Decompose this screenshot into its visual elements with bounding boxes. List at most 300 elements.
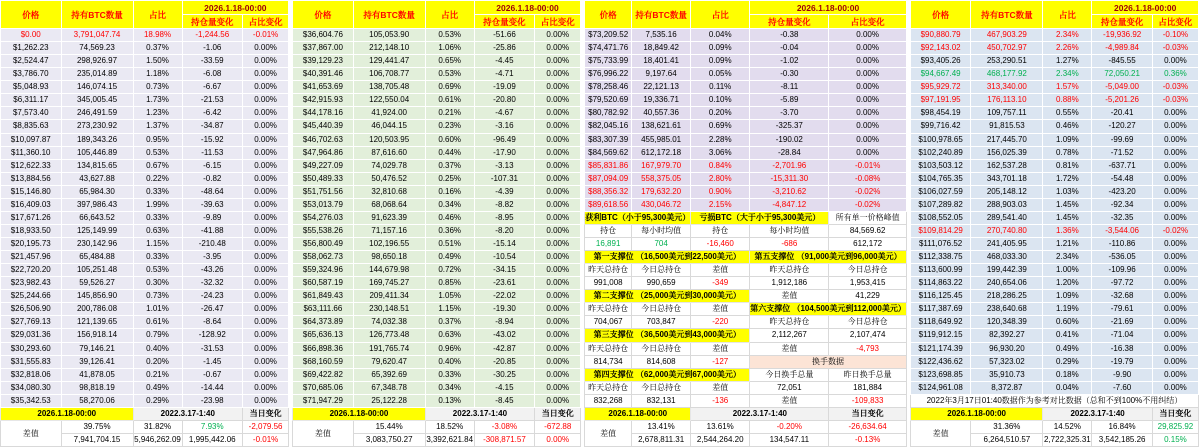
cell[interactable]: -4,989.84 — [1092, 42, 1153, 55]
footer-cell[interactable]: 29,825.92 — [1152, 421, 1198, 434]
cell[interactable]: 1.57% — [1043, 81, 1092, 94]
cell[interactable]: -96.49 — [474, 133, 535, 146]
cell[interactable]: -127 — [691, 355, 750, 368]
cell[interactable]: 0.49% — [1043, 342, 1092, 355]
cell[interactable]: $35,342.53 — [1, 394, 62, 407]
cell[interactable]: 35,910.73 — [971, 368, 1043, 381]
footer-cell[interactable]: 2,678,811.31 — [632, 434, 691, 447]
column-header[interactable]: 占比变化 — [535, 15, 581, 29]
cell[interactable]: -1.02 — [750, 55, 829, 68]
cell[interactable]: 430,046.72 — [632, 198, 691, 211]
cell[interactable]: 0.00% — [535, 146, 581, 159]
footer-cell[interactable]: 13.41% — [632, 421, 691, 434]
cell[interactable]: 0.00% — [243, 211, 289, 224]
cell[interactable]: 0.00% — [1152, 172, 1198, 185]
cell[interactable]: 189,343.26 — [61, 133, 133, 146]
cell[interactable]: $88,356.32 — [585, 185, 632, 198]
column-header[interactable]: 占比 — [425, 1, 474, 29]
cell[interactable]: -21.53 — [182, 94, 243, 107]
cell[interactable]: $26,506.90 — [1, 303, 62, 316]
cell[interactable]: 1.27% — [1043, 55, 1092, 68]
cell[interactable]: $121,174.39 — [910, 342, 971, 355]
cell[interactable]: 704 — [632, 238, 691, 251]
cell[interactable]: -22.02 — [474, 290, 535, 303]
cell[interactable]: 57,323.02 — [971, 355, 1043, 368]
cell[interactable]: -8.20 — [474, 224, 535, 237]
cell[interactable]: 79,620.47 — [353, 355, 425, 368]
cell[interactable]: 2022年3月17日01:40数据作为参考对比数据（总和不到100%不用纠结） — [910, 394, 1198, 407]
cell[interactable]: 1.37% — [133, 120, 182, 133]
cell[interactable]: -1.45 — [182, 355, 243, 368]
cell[interactable]: $90,880.79 — [910, 29, 971, 42]
cell[interactable]: $92,143.02 — [910, 42, 971, 55]
cell[interactable]: 0.00% — [829, 133, 906, 146]
cell[interactable]: -6.15 — [182, 159, 243, 172]
cell[interactable]: 218,286.25 — [971, 290, 1043, 303]
cell[interactable]: 0.00% — [829, 81, 906, 94]
cell[interactable]: $109,814.29 — [910, 224, 971, 237]
cell[interactable]: -8.11 — [750, 81, 829, 94]
cell[interactable]: 第五支撑位 （91,000美元到96,000美元） — [750, 251, 907, 264]
cell[interactable]: 0.85% — [425, 277, 474, 290]
column-header[interactable]: 占比 — [1043, 1, 1092, 29]
cell[interactable]: 0.00% — [829, 146, 906, 159]
cell[interactable]: 今日总持仓 — [632, 264, 691, 277]
footer-cell[interactable]: 31.36% — [971, 421, 1043, 434]
cell[interactable]: 0.79% — [133, 329, 182, 342]
cell[interactable]: -136 — [691, 394, 750, 407]
cell[interactable]: 持仓 — [585, 224, 632, 237]
cell[interactable]: 0.00% — [535, 81, 581, 94]
cell[interactable]: -0.02% — [829, 185, 906, 198]
cell[interactable]: 16,891 — [585, 238, 632, 251]
column-header[interactable]: 价格 — [293, 1, 354, 29]
cell[interactable]: 832,131 — [632, 394, 691, 407]
cell[interactable]: -5,049.00 — [1092, 81, 1153, 94]
cell[interactable]: 134,815.65 — [61, 159, 133, 172]
column-header[interactable]: 价格 — [1, 1, 62, 29]
cell[interactable]: 74,029.78 — [353, 159, 425, 172]
cell[interactable]: $106,027.59 — [910, 185, 971, 198]
column-header[interactable]: 持仓量变化 — [1092, 15, 1153, 29]
cell[interactable]: 差值 — [750, 342, 829, 355]
cell[interactable]: -19.09 — [474, 81, 535, 94]
cell[interactable]: 0.29% — [1043, 355, 1092, 368]
cell[interactable]: 66,643.52 — [61, 211, 133, 224]
cell[interactable]: 1.05% — [425, 290, 474, 303]
cell[interactable]: $60,587.19 — [293, 277, 354, 290]
cell[interactable]: $87,094.09 — [585, 172, 632, 185]
cell[interactable]: 0.00% — [535, 55, 581, 68]
cell[interactable]: $64,373.89 — [293, 316, 354, 329]
footer-date-reference[interactable]: 2022.3.17-1:40 — [133, 408, 242, 421]
cell[interactable]: 0.00% — [829, 107, 906, 120]
cell[interactable]: 704,067 — [585, 316, 632, 329]
cell[interactable]: 814,734 — [585, 355, 632, 368]
footer-cell[interactable]: -0.13% — [829, 434, 906, 447]
cell[interactable]: 0.00% — [1152, 342, 1198, 355]
cell[interactable]: -423.20 — [1092, 185, 1153, 198]
footer-date-reference[interactable]: 2022.3.17-1:40 — [1043, 408, 1152, 421]
footer-cell[interactable]: -0.20% — [750, 421, 829, 434]
cell[interactable]: 0.00% — [243, 264, 289, 277]
cell[interactable]: -19,936.92 — [1092, 29, 1153, 42]
footer-cell[interactable]: 1,995,442.06 — [182, 434, 243, 447]
cell[interactable]: $51,751.56 — [293, 185, 354, 198]
cell[interactable]: $61,849.43 — [293, 290, 354, 303]
footer-date-current[interactable]: 2026.1.18-00:00 — [910, 408, 1043, 421]
cell[interactable]: $103,503.12 — [910, 159, 971, 172]
cell[interactable]: 0.36% — [1152, 68, 1198, 81]
cell[interactable]: 今日总持仓 — [829, 316, 906, 329]
footer-cell[interactable]: 7.93% — [182, 421, 243, 434]
cell[interactable]: 0.00% — [243, 81, 289, 94]
cell[interactable]: $119,912.15 — [910, 329, 971, 342]
footer-cell[interactable]: -0.01% — [243, 434, 289, 447]
footer-cell[interactable]: 2,722,325.31 — [1043, 434, 1092, 447]
cell[interactable]: $16,409.03 — [1, 198, 62, 211]
cell[interactable]: 40,557.36 — [632, 107, 691, 120]
cell[interactable]: 468,177.92 — [971, 68, 1043, 81]
cell[interactable]: 昨天总持仓 — [750, 316, 829, 329]
cell[interactable]: 0.00% — [243, 224, 289, 237]
cell[interactable]: -4.39 — [474, 185, 535, 198]
cell[interactable]: 1.18% — [133, 68, 182, 81]
cell[interactable]: 703,847 — [632, 316, 691, 329]
cell[interactable]: $104,765.35 — [910, 172, 971, 185]
cell[interactable]: -3.16 — [474, 120, 535, 133]
cell[interactable]: $6,311.17 — [1, 94, 62, 107]
cell[interactable]: 0.72% — [425, 264, 474, 277]
cell[interactable]: -109,833 — [829, 394, 906, 407]
cell[interactable]: 612,172.18 — [632, 146, 691, 159]
cell[interactable]: -20.41 — [1092, 107, 1153, 120]
cell[interactable]: 昨天总持仓 — [750, 264, 829, 277]
cell[interactable]: $41,653.69 — [293, 81, 354, 94]
cell[interactable]: 2.15% — [691, 198, 750, 211]
cell[interactable]: $49,227.09 — [293, 159, 354, 172]
footer-cell[interactable]: 7,941,704.15 — [61, 434, 133, 447]
cell[interactable]: 0.63% — [425, 329, 474, 342]
cell[interactable]: -9.90 — [1092, 368, 1153, 381]
cell[interactable]: -7.60 — [1092, 381, 1153, 394]
cell[interactable]: -8.95 — [474, 211, 535, 224]
cell[interactable]: 109,757.11 — [971, 107, 1043, 120]
cell[interactable]: $31,555.83 — [1, 355, 62, 368]
cell[interactable]: 144,679.98 — [353, 264, 425, 277]
cell[interactable]: 230,148.51 — [353, 303, 425, 316]
cell[interactable]: -3,210.62 — [750, 185, 829, 198]
cell[interactable]: $45,440.39 — [293, 120, 354, 133]
diff-label[interactable]: 差值 — [910, 421, 971, 447]
cell[interactable]: 2.28% — [691, 133, 750, 146]
cell[interactable]: -34.87 — [182, 120, 243, 133]
cell[interactable]: 1.01% — [133, 303, 182, 316]
cell[interactable]: 今日换手总量 — [750, 368, 829, 381]
cell[interactable]: 0.41% — [1043, 329, 1092, 342]
cell[interactable]: 0.00% — [243, 368, 289, 381]
cell[interactable]: -9.89 — [182, 211, 243, 224]
footer-cell[interactable]: -308,871.57 — [474, 434, 535, 447]
cell[interactable]: 1.45% — [1043, 198, 1092, 211]
cell[interactable]: -26.47 — [182, 303, 243, 316]
cell[interactable]: 18.98% — [133, 29, 182, 42]
cell[interactable]: -0.04 — [750, 42, 829, 55]
cell[interactable]: -686 — [750, 238, 829, 251]
cell[interactable]: 19,336.71 — [632, 94, 691, 107]
footer-cell[interactable]: 3,392,621.84 — [425, 434, 474, 447]
cell[interactable]: 0.23% — [425, 120, 474, 133]
cell[interactable]: 1,953,415 — [829, 277, 906, 290]
cell[interactable]: 0.55% — [1043, 107, 1092, 120]
cell[interactable]: 获利BTC（小于95,300美元） — [585, 211, 691, 224]
cell[interactable]: 1,912,186 — [750, 277, 829, 290]
cell[interactable]: 832,268 — [585, 394, 632, 407]
cell[interactable]: $82,045.16 — [585, 120, 632, 133]
cell[interactable]: 0.00% — [1152, 55, 1198, 68]
cell[interactable]: -8.94 — [474, 316, 535, 329]
cell[interactable]: 176,113.10 — [971, 94, 1043, 107]
cell[interactable]: -637.71 — [1092, 159, 1153, 172]
cell[interactable]: -15.14 — [474, 238, 535, 251]
cell[interactable]: 82,392.27 — [971, 329, 1043, 342]
cell[interactable]: 0.73% — [133, 81, 182, 94]
cell[interactable]: 74,032.38 — [353, 316, 425, 329]
cell[interactable]: 0.40% — [425, 355, 474, 368]
cell[interactable]: 313,340.00 — [971, 81, 1043, 94]
cell[interactable]: 235,014.89 — [61, 68, 133, 81]
cell[interactable]: 0.00% — [1152, 381, 1198, 394]
cell[interactable]: -41.88 — [182, 224, 243, 237]
cell[interactable]: 50,476.52 — [353, 172, 425, 185]
cell[interactable]: 3,791,047.74 — [61, 29, 133, 42]
cell[interactable]: 0.00% — [243, 120, 289, 133]
cell[interactable]: 0.00% — [243, 381, 289, 394]
cell[interactable]: 39,126.41 — [61, 355, 133, 368]
cell[interactable]: 第四支撑位 （62,000美元到67,000美元） — [585, 368, 750, 381]
diff-label[interactable]: 差值 — [585, 421, 632, 447]
cell[interactable]: 0.37% — [425, 316, 474, 329]
cell[interactable]: 0.00% — [1152, 264, 1198, 277]
date-header[interactable]: 2026.1.18-00:00 — [1092, 1, 1199, 15]
cell[interactable]: 差值 — [691, 303, 750, 316]
cell[interactable]: -19.79 — [1092, 355, 1153, 368]
footer-date-reference[interactable]: 2022.3.17-1:40 — [425, 408, 534, 421]
cell[interactable]: 2,112,267 — [750, 329, 829, 342]
cell[interactable]: 0.34% — [425, 381, 474, 394]
footer-date-current[interactable]: 2026.1.18-00:00 — [585, 408, 691, 421]
cell[interactable]: 0.00% — [1152, 290, 1198, 303]
cell[interactable]: 0.00% — [535, 277, 581, 290]
cell[interactable]: 238,640.68 — [971, 303, 1043, 316]
cell[interactable]: 0.00% — [829, 29, 906, 42]
cell[interactable]: 第六支撑位 （104,500美元到112,000美元） — [750, 303, 907, 316]
cell[interactable]: 0.00% — [535, 355, 581, 368]
cell[interactable]: $10,097.87 — [1, 133, 62, 146]
cell[interactable]: 122,550.04 — [353, 94, 425, 107]
cell[interactable]: -92.34 — [1092, 198, 1153, 211]
cell[interactable]: -0.82 — [182, 172, 243, 185]
cell[interactable]: 0.22% — [133, 172, 182, 185]
cell[interactable]: 0.46% — [1043, 120, 1092, 133]
cell[interactable]: 0.53% — [425, 29, 474, 42]
cell[interactable]: 288,903.03 — [971, 198, 1043, 211]
cell[interactable]: $80,782.92 — [585, 107, 632, 120]
cell[interactable]: 72,051 — [750, 381, 829, 394]
footer-cell[interactable]: 0.15% — [1152, 434, 1198, 447]
cell[interactable]: $55,538.26 — [293, 224, 354, 237]
column-header[interactable]: 持有BTC数量 — [61, 1, 133, 29]
column-header[interactable]: 占比变化 — [1152, 15, 1198, 29]
cell[interactable]: 0.00% — [1152, 316, 1198, 329]
cell[interactable]: 25,122.28 — [353, 394, 425, 407]
cell[interactable]: 0.20% — [691, 107, 750, 120]
cell[interactable]: $113,600.99 — [910, 264, 971, 277]
cell[interactable]: 9,197.64 — [632, 68, 691, 81]
cell[interactable]: 每小时均值 — [750, 224, 829, 237]
cell[interactable]: 65,392.69 — [353, 368, 425, 381]
cell[interactable]: 455,985.01 — [632, 133, 691, 146]
footer-cell[interactable]: 13.61% — [691, 421, 750, 434]
cell[interactable]: $94,667.49 — [910, 68, 971, 81]
cell[interactable]: -110.86 — [1092, 238, 1153, 251]
cell[interactable]: 181,884 — [829, 381, 906, 394]
cell[interactable]: $85,831.86 — [585, 159, 632, 172]
cell[interactable]: 0.00% — [243, 159, 289, 172]
cell[interactable]: -107.31 — [474, 172, 535, 185]
cell[interactable]: 换手数据 — [750, 355, 907, 368]
cell[interactable]: 2.80% — [691, 172, 750, 185]
cell[interactable]: 0.11% — [691, 81, 750, 94]
cell[interactable]: $25,244.66 — [1, 290, 62, 303]
cell[interactable]: 0.09% — [691, 55, 750, 68]
cell[interactable]: 18,401.41 — [632, 55, 691, 68]
cell[interactable]: 246,491.59 — [61, 107, 133, 120]
cell[interactable]: 0.00% — [535, 211, 581, 224]
cell[interactable]: 467,903.29 — [971, 29, 1043, 42]
cell[interactable]: 145,856.90 — [61, 290, 133, 303]
cell[interactable]: 156,025.39 — [971, 146, 1043, 159]
cell[interactable]: 0.40% — [133, 342, 182, 355]
cell[interactable]: 0.33% — [133, 211, 182, 224]
cell[interactable]: 0.00% — [1152, 329, 1198, 342]
cell[interactable]: -71.04 — [1092, 329, 1153, 342]
cell[interactable]: 0.00% — [1152, 120, 1198, 133]
cell[interactable]: 102,196.55 — [353, 238, 425, 251]
cell[interactable]: 0.00% — [1152, 146, 1198, 159]
cell[interactable]: 450,702.97 — [971, 42, 1043, 55]
footer-cell[interactable]: 31.82% — [133, 421, 182, 434]
cell[interactable]: 0.46% — [425, 211, 474, 224]
cell[interactable]: 43,627.88 — [61, 172, 133, 185]
cell[interactable]: -20.85 — [474, 355, 535, 368]
cell[interactable]: 昨天总持仓 — [585, 381, 632, 394]
cell[interactable]: 0.16% — [425, 185, 474, 198]
cell[interactable]: 0.00% — [829, 68, 906, 81]
cell[interactable]: -8.45 — [474, 394, 535, 407]
cell[interactable]: 0.00% — [243, 133, 289, 146]
cell[interactable]: 0.00% — [535, 290, 581, 303]
cell[interactable]: 0.30% — [133, 277, 182, 290]
cell[interactable]: $111,076.52 — [910, 238, 971, 251]
cell[interactable]: 125,149.99 — [61, 224, 133, 237]
cell[interactable]: $58,062.73 — [293, 251, 354, 264]
cell[interactable]: 0.00% — [243, 316, 289, 329]
cell[interactable]: -1,244.56 — [182, 29, 243, 42]
cell[interactable]: $102,240.89 — [910, 146, 971, 159]
cell[interactable]: 1.15% — [133, 238, 182, 251]
cell[interactable]: $50,489.33 — [293, 172, 354, 185]
cell[interactable]: 0.61% — [425, 94, 474, 107]
cell[interactable]: 46,044.15 — [353, 120, 425, 133]
cell[interactable]: 2,107,474 — [829, 329, 906, 342]
cell[interactable]: -23.98 — [182, 394, 243, 407]
cell[interactable]: $59,324.96 — [293, 264, 354, 277]
cell[interactable]: 1.09% — [1043, 133, 1092, 146]
cell[interactable]: -0.10% — [1152, 29, 1198, 42]
cell[interactable]: 0.25% — [425, 172, 474, 185]
cell[interactable]: 2.34% — [1043, 68, 1092, 81]
cell[interactable]: $36,604.76 — [293, 29, 354, 42]
cell[interactable]: 121,139.65 — [61, 316, 133, 329]
cell[interactable]: 0.09% — [691, 42, 750, 55]
cell[interactable]: -0.01% — [243, 29, 289, 42]
cell[interactable]: 0.00% — [1152, 355, 1198, 368]
cell[interactable]: 59,526.27 — [61, 277, 133, 290]
cell[interactable]: 41,924.00 — [353, 107, 425, 120]
cell[interactable]: 0.00% — [535, 133, 581, 146]
cell[interactable]: -54.48 — [1092, 172, 1153, 185]
cell[interactable]: -4,847.12 — [750, 198, 829, 211]
cell[interactable]: 0.00% — [1152, 159, 1198, 172]
cell[interactable]: -10.54 — [474, 251, 535, 264]
footer-date-reference[interactable]: 2022.3.17-1:40 — [691, 408, 829, 421]
cell[interactable]: -19.30 — [474, 303, 535, 316]
cell[interactable]: 612,172 — [829, 238, 906, 251]
cell[interactable]: 217,445.70 — [971, 133, 1043, 146]
cell[interactable]: 0.60% — [425, 133, 474, 146]
cell[interactable]: 273,230.92 — [61, 120, 133, 133]
cell[interactable]: -28.84 — [750, 146, 829, 159]
cell[interactable]: $27,769.13 — [1, 316, 62, 329]
cell[interactable]: 84,569.62 — [829, 224, 906, 237]
footer-cell[interactable]: 39.75% — [61, 421, 133, 434]
cell[interactable]: $53,013.79 — [293, 198, 354, 211]
cell[interactable]: $98,454.19 — [910, 107, 971, 120]
footer-date-current[interactable]: 2026.1.18-00:00 — [1, 408, 134, 421]
cell[interactable]: 65,984.30 — [61, 185, 133, 198]
cell[interactable]: $56,800.49 — [293, 238, 354, 251]
cell[interactable]: 0.00% — [535, 107, 581, 120]
cell[interactable]: 298,926.97 — [61, 55, 133, 68]
cell[interactable]: $32,818.06 — [1, 368, 62, 381]
cell[interactable]: 991,008 — [585, 277, 632, 290]
column-header[interactable]: 持有BTC数量 — [353, 1, 425, 29]
footer-cell[interactable]: 15.44% — [353, 421, 425, 434]
cell[interactable]: 0.49% — [425, 251, 474, 264]
cell[interactable]: 65,484.88 — [61, 251, 133, 264]
cell[interactable]: 120,348.39 — [971, 316, 1043, 329]
cell[interactable]: 1.19% — [1043, 303, 1092, 316]
cell[interactable]: -30.25 — [474, 368, 535, 381]
cell[interactable]: 2.34% — [1043, 29, 1092, 42]
cell[interactable]: 今日总持仓 — [632, 303, 691, 316]
cell[interactable]: -15.92 — [182, 133, 243, 146]
cell[interactable]: 0.36% — [425, 224, 474, 237]
date-header[interactable]: 2026.1.18-00:00 — [750, 1, 907, 15]
cell[interactable]: 240,654.06 — [971, 277, 1043, 290]
cell[interactable]: -0.03% — [1152, 94, 1198, 107]
